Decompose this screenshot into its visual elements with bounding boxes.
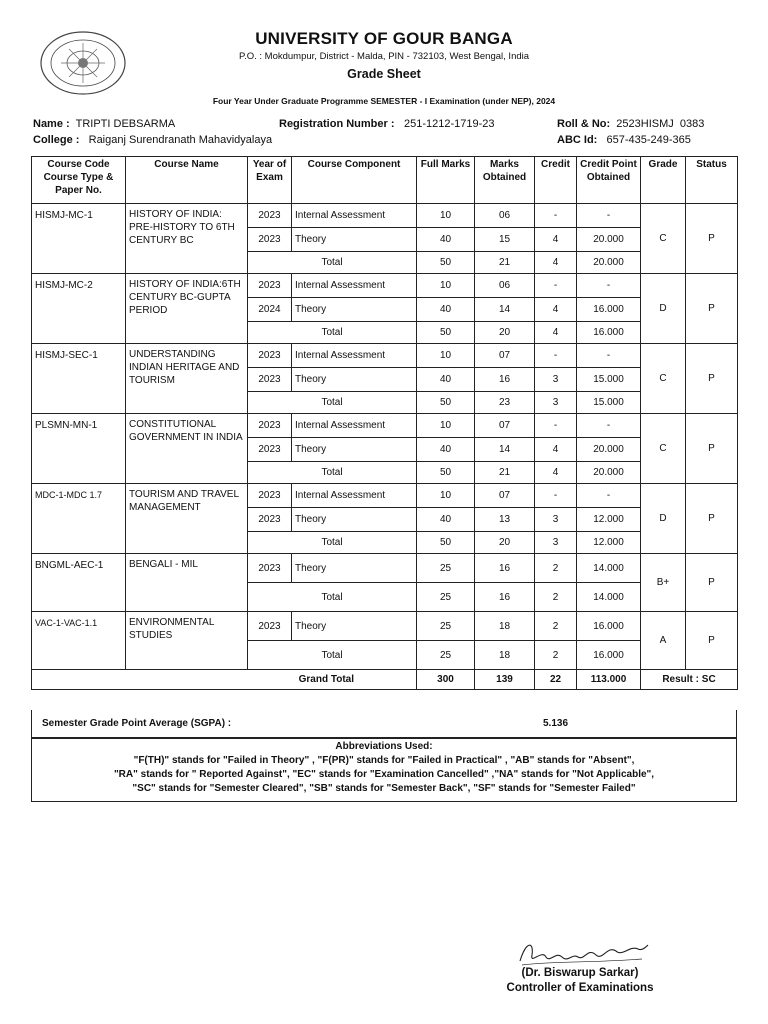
status: P [686,612,738,670]
full-marks: 10 [417,344,475,368]
marks-obtained: 16 [475,554,535,583]
credit: 3 [535,508,577,532]
total-full-marks: 50 [417,252,475,274]
course-code: BNGML-AEC-1 [32,554,126,612]
total-full-marks: 50 [417,322,475,344]
exam-year: 2023 [248,344,292,368]
total-credit-point: 16.000 [577,641,641,670]
marks-obtained: 07 [475,414,535,438]
full-marks: 40 [417,228,475,252]
course-component: Theory [292,438,417,462]
course-component: Internal Assessment [292,414,417,438]
credit-point: - [577,274,641,298]
full-marks: 10 [417,484,475,508]
document-title: Grade Sheet [347,67,421,81]
college-label: College : [33,134,80,146]
course-component: Internal Assessment [292,344,417,368]
total-credit: 2 [535,583,577,612]
header-full-marks: Full Marks [417,157,475,204]
exam-year: 2023 [248,612,292,641]
course-name: BENGALI - MIL [126,554,248,612]
credit: - [535,484,577,508]
header-marks-obtained: Marks Obtained [475,157,535,204]
course-component: Theory [292,612,417,641]
credit-point: - [577,484,641,508]
credit: 2 [535,612,577,641]
student-name: TRIPTI DEBSARMA [75,118,176,130]
credit-point: - [577,204,641,228]
grade: C [641,414,686,484]
header-component: Course Component [292,157,417,204]
exam-year: 2023 [248,438,292,462]
total-credit: 4 [535,252,577,274]
exam-year: 2023 [248,484,292,508]
roll-label: Roll & No: [557,118,611,130]
credit: - [535,344,577,368]
total-full-marks: 50 [417,532,475,554]
credit-point: 16.000 [577,612,641,641]
course-component: Theory [292,368,417,392]
course-name: UNDERSTANDING INDIAN HERITAGE AND TOURISM [126,344,248,414]
total-credit-point: 20.000 [577,252,641,274]
total-label: Total [248,641,417,670]
table-row [32,612,738,641]
registration-label: Registration Number : [279,118,395,130]
full-marks: 40 [417,368,475,392]
course-name: HISTORY OF INDIA: PRE-HISTORY TO 6TH CENTURY BC [126,204,248,274]
full-marks: 10 [417,414,475,438]
marks-obtained: 16 [475,368,535,392]
total-credit: 4 [535,322,577,344]
sgpa-box [31,710,737,738]
sgpa-label: Semester Grade Point Average (SGPA) : [42,718,232,729]
registration-number: 251-1212-1719-23 [404,118,495,130]
total-full-marks: 50 [417,392,475,414]
course-name: TOURISM AND TRAVEL MANAGEMENT [126,484,248,554]
marks-obtained: 14 [475,298,535,322]
controller-signature [512,935,652,969]
total-marks-obtained: 18 [475,641,535,670]
table-row [32,554,738,583]
header-status: Status [686,157,738,204]
table-header-row [32,157,738,204]
abbreviations-line: "RA" stands for " Reported Against", "EC" stands for "Examination Cancelled" ,"NA" stands for "Not Applicable", [113,769,655,780]
total-credit-point: 16.000 [577,322,641,344]
credit-point: 20.000 [577,438,641,462]
total-full-marks: 25 [417,641,475,670]
marks-obtained: 06 [475,204,535,228]
total-full-marks: 25 [417,583,475,612]
registration-row [279,118,395,130]
exam-year: 2023 [248,204,292,228]
full-marks: 10 [417,274,475,298]
grand-total-cpoint: 113.000 [577,670,641,690]
full-marks: 10 [417,204,475,228]
credit: - [535,274,577,298]
total-credit: 4 [535,462,577,484]
credit: 4 [535,438,577,462]
full-marks: 25 [417,612,475,641]
university-name: UNIVERSITY OF GOUR BANGA [255,29,513,48]
name-label: Name : [33,118,70,130]
credit: 4 [535,298,577,322]
total-label: Total [248,532,417,554]
result: Result : SC [641,670,738,690]
course-code: MDC-1-MDC 1.7 [32,484,126,554]
total-label: Total [248,322,417,344]
programme-title: Four Year Under Graduate Programme SEMESTER - I Examination (under NEP), 2024 [212,96,556,106]
total-credit-point: 12.000 [577,532,641,554]
controller-name: (Dr. Biswarup Sarkar) [521,967,639,979]
credit-point: - [577,414,641,438]
total-label: Total [248,252,417,274]
abc-row [557,134,691,146]
total-marks-obtained: 21 [475,462,535,484]
course-name: HISTORY OF INDIA:6TH CENTURY BC-GUPTA PERIOD [126,274,248,344]
exam-year: 2023 [248,508,292,532]
credit: 3 [535,368,577,392]
header-grade: Grade [641,157,686,204]
table-row [32,484,738,508]
status: P [686,344,738,414]
table-row [32,204,738,228]
marks-obtained: 06 [475,274,535,298]
course-component: Internal Assessment [292,274,417,298]
course-component: Internal Assessment [292,484,417,508]
course-name: ENVIRONMENTAL STUDIES [126,612,248,670]
course-code: HISMJ-MC-1 [32,204,126,274]
header-course-name: Course Name [126,157,248,204]
grand-total-obtained: 139 [475,670,535,690]
total-marks-obtained: 20 [475,532,535,554]
credit-point: - [577,344,641,368]
grand-total-row [32,670,738,690]
total-marks-obtained: 21 [475,252,535,274]
grade: B+ [641,554,686,612]
course-component: Internal Assessment [292,204,417,228]
marks-obtained: 15 [475,228,535,252]
credit: 2 [535,554,577,583]
exam-year: 2023 [248,274,292,298]
table-row [32,414,738,438]
controller-block [480,966,680,996]
total-marks-obtained: 23 [475,392,535,414]
sgpa-value: 5.136 [543,718,569,729]
status: P [686,484,738,554]
total-credit: 3 [535,392,577,414]
total-label: Total [248,583,417,612]
full-marks: 40 [417,298,475,322]
student-name-row [33,118,175,130]
course-component: Theory [292,554,417,583]
grade-table [31,156,738,690]
credit-point: 12.000 [577,508,641,532]
marks-obtained: 14 [475,438,535,462]
total-label: Total [248,392,417,414]
abbreviations-title: Abbreviations Used: [335,741,433,752]
abbreviations-line: "SC" stands for "Semester Cleared", "SB" stands for "Semester Back", "SF" stands for "Semester Failed" [132,783,636,794]
marks-obtained: 13 [475,508,535,532]
course-name: CONSTITUTIONAL GOVERNMENT IN INDIA [126,414,248,484]
abc-label: ABC Id: [557,134,598,146]
header-year: Year of Exam [248,157,292,204]
total-credit-point: 14.000 [577,583,641,612]
grand-total-full: 300 [417,670,475,690]
roll-row [557,118,704,130]
abc-id: 657-435-249-365 [606,134,691,146]
credit-point: 20.000 [577,228,641,252]
total-marks-obtained: 16 [475,583,535,612]
course-component: Theory [292,228,417,252]
course-component: Theory [292,298,417,322]
grade: C [641,344,686,414]
total-marks-obtained: 20 [475,322,535,344]
grand-total-label: Grand Total [32,670,417,690]
grade: A [641,612,686,670]
credit: - [535,204,577,228]
status: P [686,554,738,612]
controller-designation: Controller of Examinations [506,982,654,994]
course-code: HISMJ-SEC-1 [32,344,126,414]
marks-obtained: 07 [475,344,535,368]
table-row [32,274,738,298]
course-code: HISMJ-MC-2 [32,274,126,344]
total-credit-point: 15.000 [577,392,641,414]
total-credit-point: 20.000 [577,462,641,484]
header-course-code: Course Code Course Type & Paper No. [32,157,126,204]
status: P [686,274,738,344]
exam-year: 2023 [248,414,292,438]
grade: D [641,274,686,344]
exam-year: 2023 [248,228,292,252]
course-component: Theory [292,508,417,532]
marks-obtained: 07 [475,484,535,508]
total-label: Total [248,462,417,484]
course-code: PLSMN-MN-1 [32,414,126,484]
grand-total-credit: 22 [535,670,577,690]
status: P [686,204,738,274]
header-credit-point: Credit Point Obtained [577,157,641,204]
full-marks: 40 [417,438,475,462]
credit-point: 15.000 [577,368,641,392]
abbreviations-line: "F(TH)" stands for "Failed in Theory" , "F(PR)" stands for "Failed in Practical" , "AB" stands for "Absent", [133,755,635,766]
total-credit: 2 [535,641,577,670]
exam-year: 2023 [248,368,292,392]
header-credit: Credit [535,157,577,204]
status: P [686,414,738,484]
credit: - [535,414,577,438]
marks-obtained: 18 [475,612,535,641]
exam-year: 2024 [248,298,292,322]
credit-point: 16.000 [577,298,641,322]
credit-point: 14.000 [577,554,641,583]
abbreviations-box [31,738,737,802]
credit: 4 [535,228,577,252]
table-row [32,344,738,368]
grade: D [641,484,686,554]
college-row [33,134,272,146]
grade: C [641,204,686,274]
university-address: P.O. : Mokdumpur, District - Malda, PIN - 732103, West Bengal, India [238,51,530,62]
course-code: VAC-1-VAC-1.1 [32,612,126,670]
total-full-marks: 50 [417,462,475,484]
college-name: Raiganj Surendranath Mahavidyalaya [88,134,273,146]
roll-number: 2523HISMJ 0383 [616,118,705,130]
exam-year: 2023 [248,554,292,583]
total-credit: 3 [535,532,577,554]
full-marks: 25 [417,554,475,583]
full-marks: 40 [417,508,475,532]
